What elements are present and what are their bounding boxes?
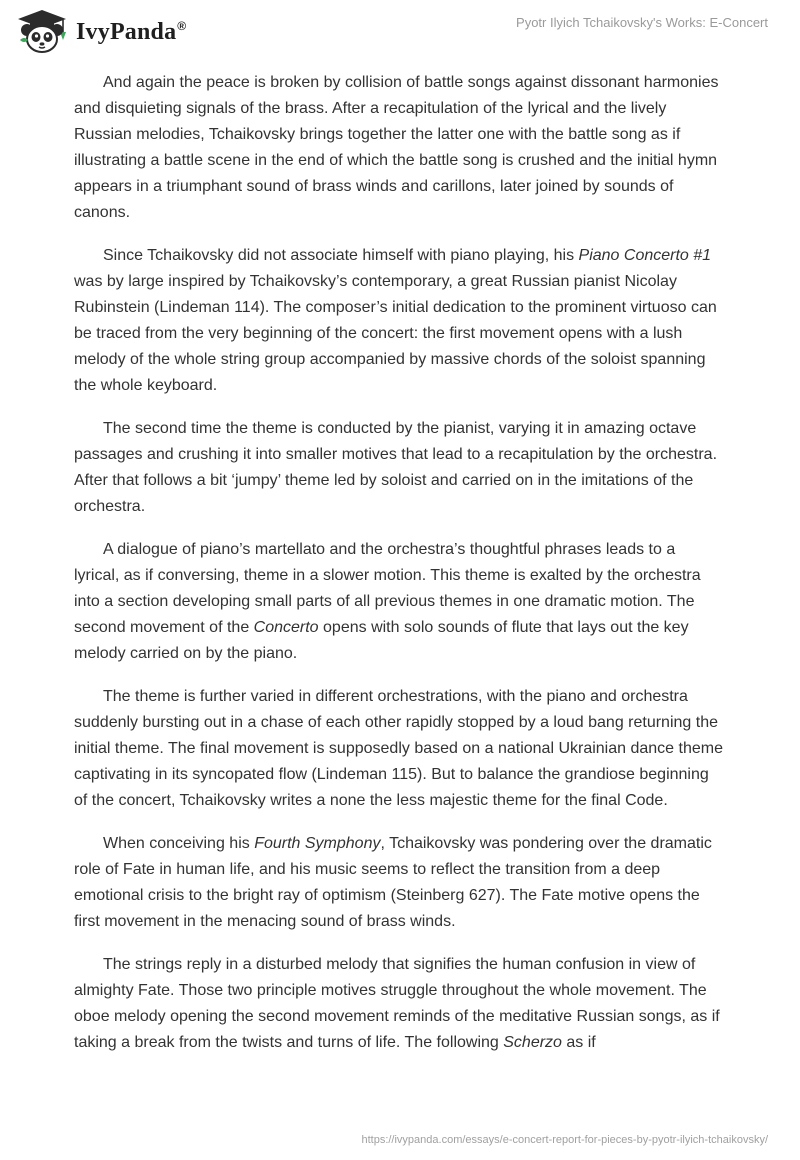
paragraph-5 <box>74 684 724 814</box>
text-segment: was by large inspired by Tchaikovsky’s contemporary, a great Russian pianist Nicolay Rubinstein (Lindeman 114). The composer’s initial dedication to the prominent virtuoso can be traced from the very beginning of the concert: the first movement opens with a lush melody of the whole string group accompanied by massive chords of the soloist spanning the whole keyboard. <box>74 273 717 394</box>
paragraph-2 <box>74 243 724 399</box>
italic-title: Scherzo <box>503 1034 562 1051</box>
italic-title: Piano Concerto #1 <box>578 247 712 264</box>
text-segment: The strings reply in a disturbed melody that signifies the human confusion in view of almighty Fate. Those two principle motives struggle throughout the whole movement. The oboe melody opening the second movement reminds of the meditative Russian songs, as if taking a break from the twists and turns of life. The following <box>74 956 720 1051</box>
brand-logo[interactable] <box>16 8 186 54</box>
source-url[interactable]: https://ivypanda.com/essays/e-concert-report-for-pieces-by-pyotr-ilyich-tchaikovsky/ <box>361 1134 768 1146</box>
italic-title: Concerto <box>253 619 319 636</box>
text-segment: A dialogue of piano’s martellato and the orchestra’s thoughtful phrases leads to a lyrical, as if conversing, theme in a slower motion. This theme is exalted by the orchestra into a section developing small parts of all previous themes in one dramatic motion. The second movement of the <box>74 541 701 636</box>
brand-registered-mark: ® <box>177 18 187 33</box>
paragraph-4 <box>74 537 724 667</box>
text-segment: When conceiving his <box>103 835 255 852</box>
panda-graduate-icon <box>16 8 68 54</box>
essay-body <box>74 70 724 1073</box>
text-segment: The theme is further varied in different orchestrations, with the piano and orchestra suddenly bursting out in a chase of each other rapidly stopped by a loud bang returning the initial theme. The final movement is supposedly based on a national Ukrainian dance theme captivating in its syncopated flow (Lindeman 115). But to balance the grandiose beginning of the concert, Tchaikovsky writes a none the less majestic theme for the final Code. <box>74 688 723 809</box>
paragraph-6 <box>74 831 724 935</box>
brand-name: IvyPanda® <box>76 18 187 45</box>
text-segment: as if <box>561 1034 596 1051</box>
text-segment: , Tchaikovsky was pondering over the dramatic role of Fate in human life, and his music seems to reflect the transition from a deep emotional crisis to the bright ray of optimism (Steinberg 627). The Fate motive opens the first movement in the menacing sound of brass winds. <box>74 835 712 930</box>
paragraph-7 <box>74 952 724 1056</box>
paragraph-3 <box>74 416 724 520</box>
italic-title: Fourth Symphony <box>254 835 381 852</box>
text-segment: And again the peace is broken by collision of battle songs against dissonant harmonies and disquieting signals of the brass. After a recapitulation of the lyrical and the lively Russian melodies, Tchaikovsky brings together the latter one with the battle song as if illustrating a battle scene in the end of which the battle song is crushed and the initial hymn appears in a triumphant sound of brass winds and carillons, later joined by sounds of canons. <box>74 74 719 221</box>
text-segment: Since Tchaikovsky did not associate himself with piano playing, his <box>103 247 579 264</box>
paragraph-1 <box>74 70 724 226</box>
page-header <box>0 0 800 60</box>
text-segment: opens with solo sounds of flute that lays out the key melody carried on by the piano. <box>74 619 689 662</box>
document-title: Pyotr Ilyich Tchaikovsky's Works: E-Concert <box>516 15 768 30</box>
text-segment: The second time the theme is conducted by the pianist, varying it in amazing octave passages and crushing it into smaller motives that lead to a recapitulation by the orchestra. After that follows a bit ‘jumpy’ theme led by soloist and carried on in the imitations of the orchestra. <box>74 420 718 515</box>
